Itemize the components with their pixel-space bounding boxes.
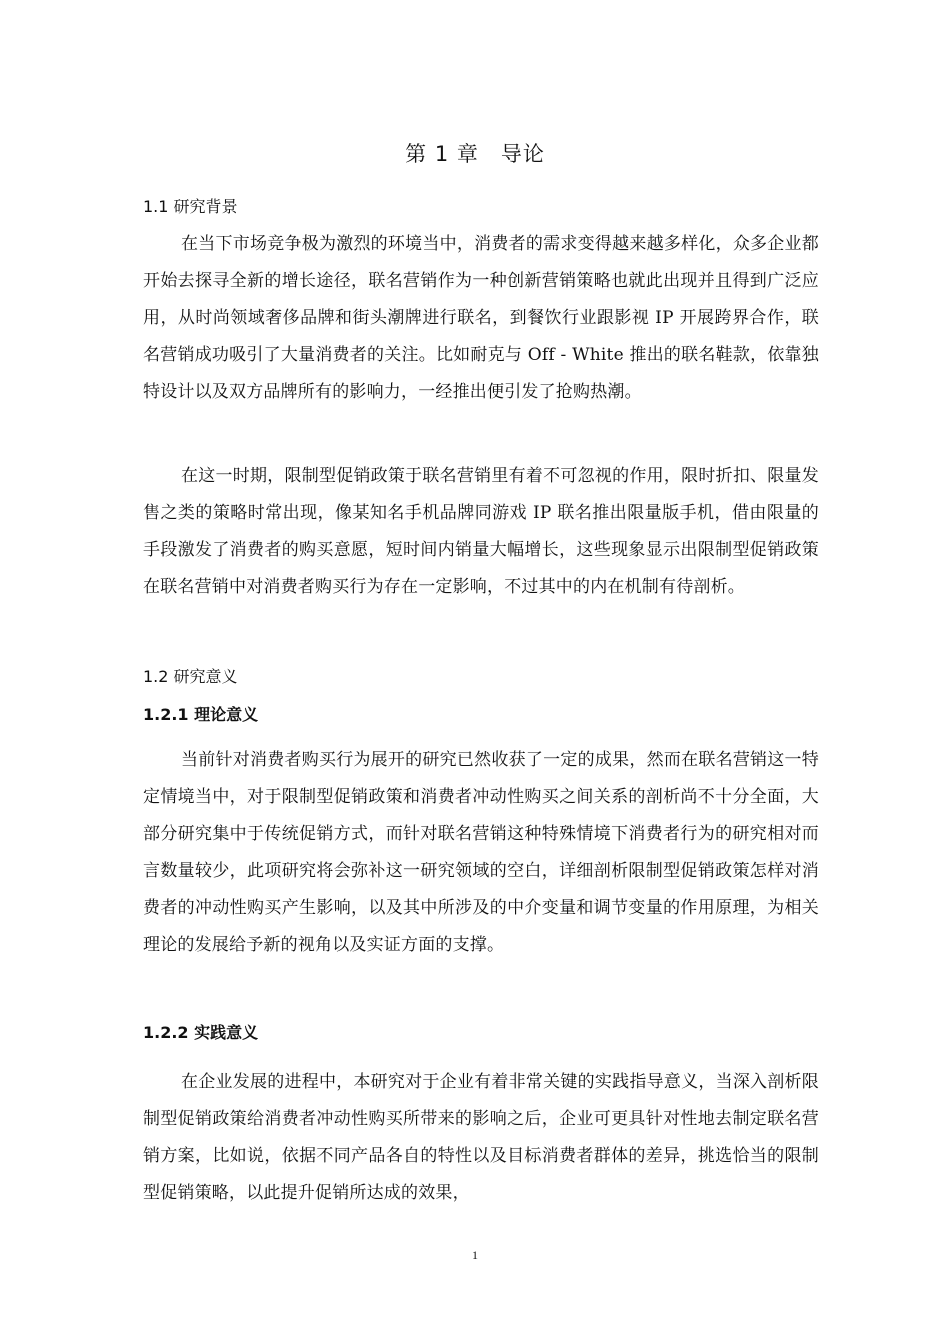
paragraph-practical-significance: 在企业发展的进程中，本研究对于企业有着非常关键的实践指导意义，当深入剖析限制型促销政策给消费者冲动性购买所带来的影响之后，企业可更具针对性地去制定联名营销方案，比如说，依据不同产品各自的特性以及目标消费者群体的差异，挑选恰当的限制型促销策略，以此提升促销所达成的效果， [143,1072,819,1203]
paragraph-background-2: 在这一时期，限制型促销政策于联名营销里有着不可忽视的作用，限时折扣、限量发售之类的策略时常出现，像某知名手机品牌同游戏 IP 联名推出限量版手机，借由限量的手段激发了消费者的购买意愿，短时间内销量大幅增长，这些现象显示出限制型促销政策在联名营销中对消费者购买行为存在一定影响，不过其中的内在机制有待剖析。 [143,466,819,597]
chapter-title: 第 1 章 导论 [405,142,545,166]
page-number: 1 [472,1248,478,1262]
section-heading-1-2: 1.2 研究意义 [143,667,238,686]
section-heading-1-2-2: 1.2.2 实践意义 [143,1023,259,1042]
paragraph-background-1: 在当下市场竞争极为激烈的环境当中，消费者的需求变得越来越多样化，众多企业都开始去探寻全新的增长途径，联名营销作为一种创新营销策略也就此出现并且得到广泛应用，从时尚领域奢侈品牌和街头潮牌进行联名，到餐饮行业跟影视 IP 开展跨界合作，联名营销成功吸引了大量消费者的关注。比如耐克与 Off - White 推出的联名鞋款，依靠独特设计以及双方品牌所有的影响力，一经推出便引发了抢购热潮。 [143,234,819,402]
section-heading-1-1: 1.1 研究背景 [143,197,238,216]
paragraph-theoretical-significance: 当前针对消费者购买行为展开的研究已然收获了一定的成果，然而在联名营销这一特定情境当中，对于限制型促销政策和消费者冲动性购买之间关系的剖析尚不十分全面，大部分研究集中于传统促销方式，而针对联名营销这种特殊情境下消费者行为的研究相对而言数量较少，此项研究将会弥补这一研究领域的空白，详细剖析限制型促销政策怎样对消费者的冲动性购买产生影响，以及其中所涉及的中介变量和调节变量的作用原理，为相关理论的发展给予新的视角以及实证方面的支撑。 [143,750,819,955]
section-heading-1-2-1: 1.2.1 理论意义 [143,705,259,724]
